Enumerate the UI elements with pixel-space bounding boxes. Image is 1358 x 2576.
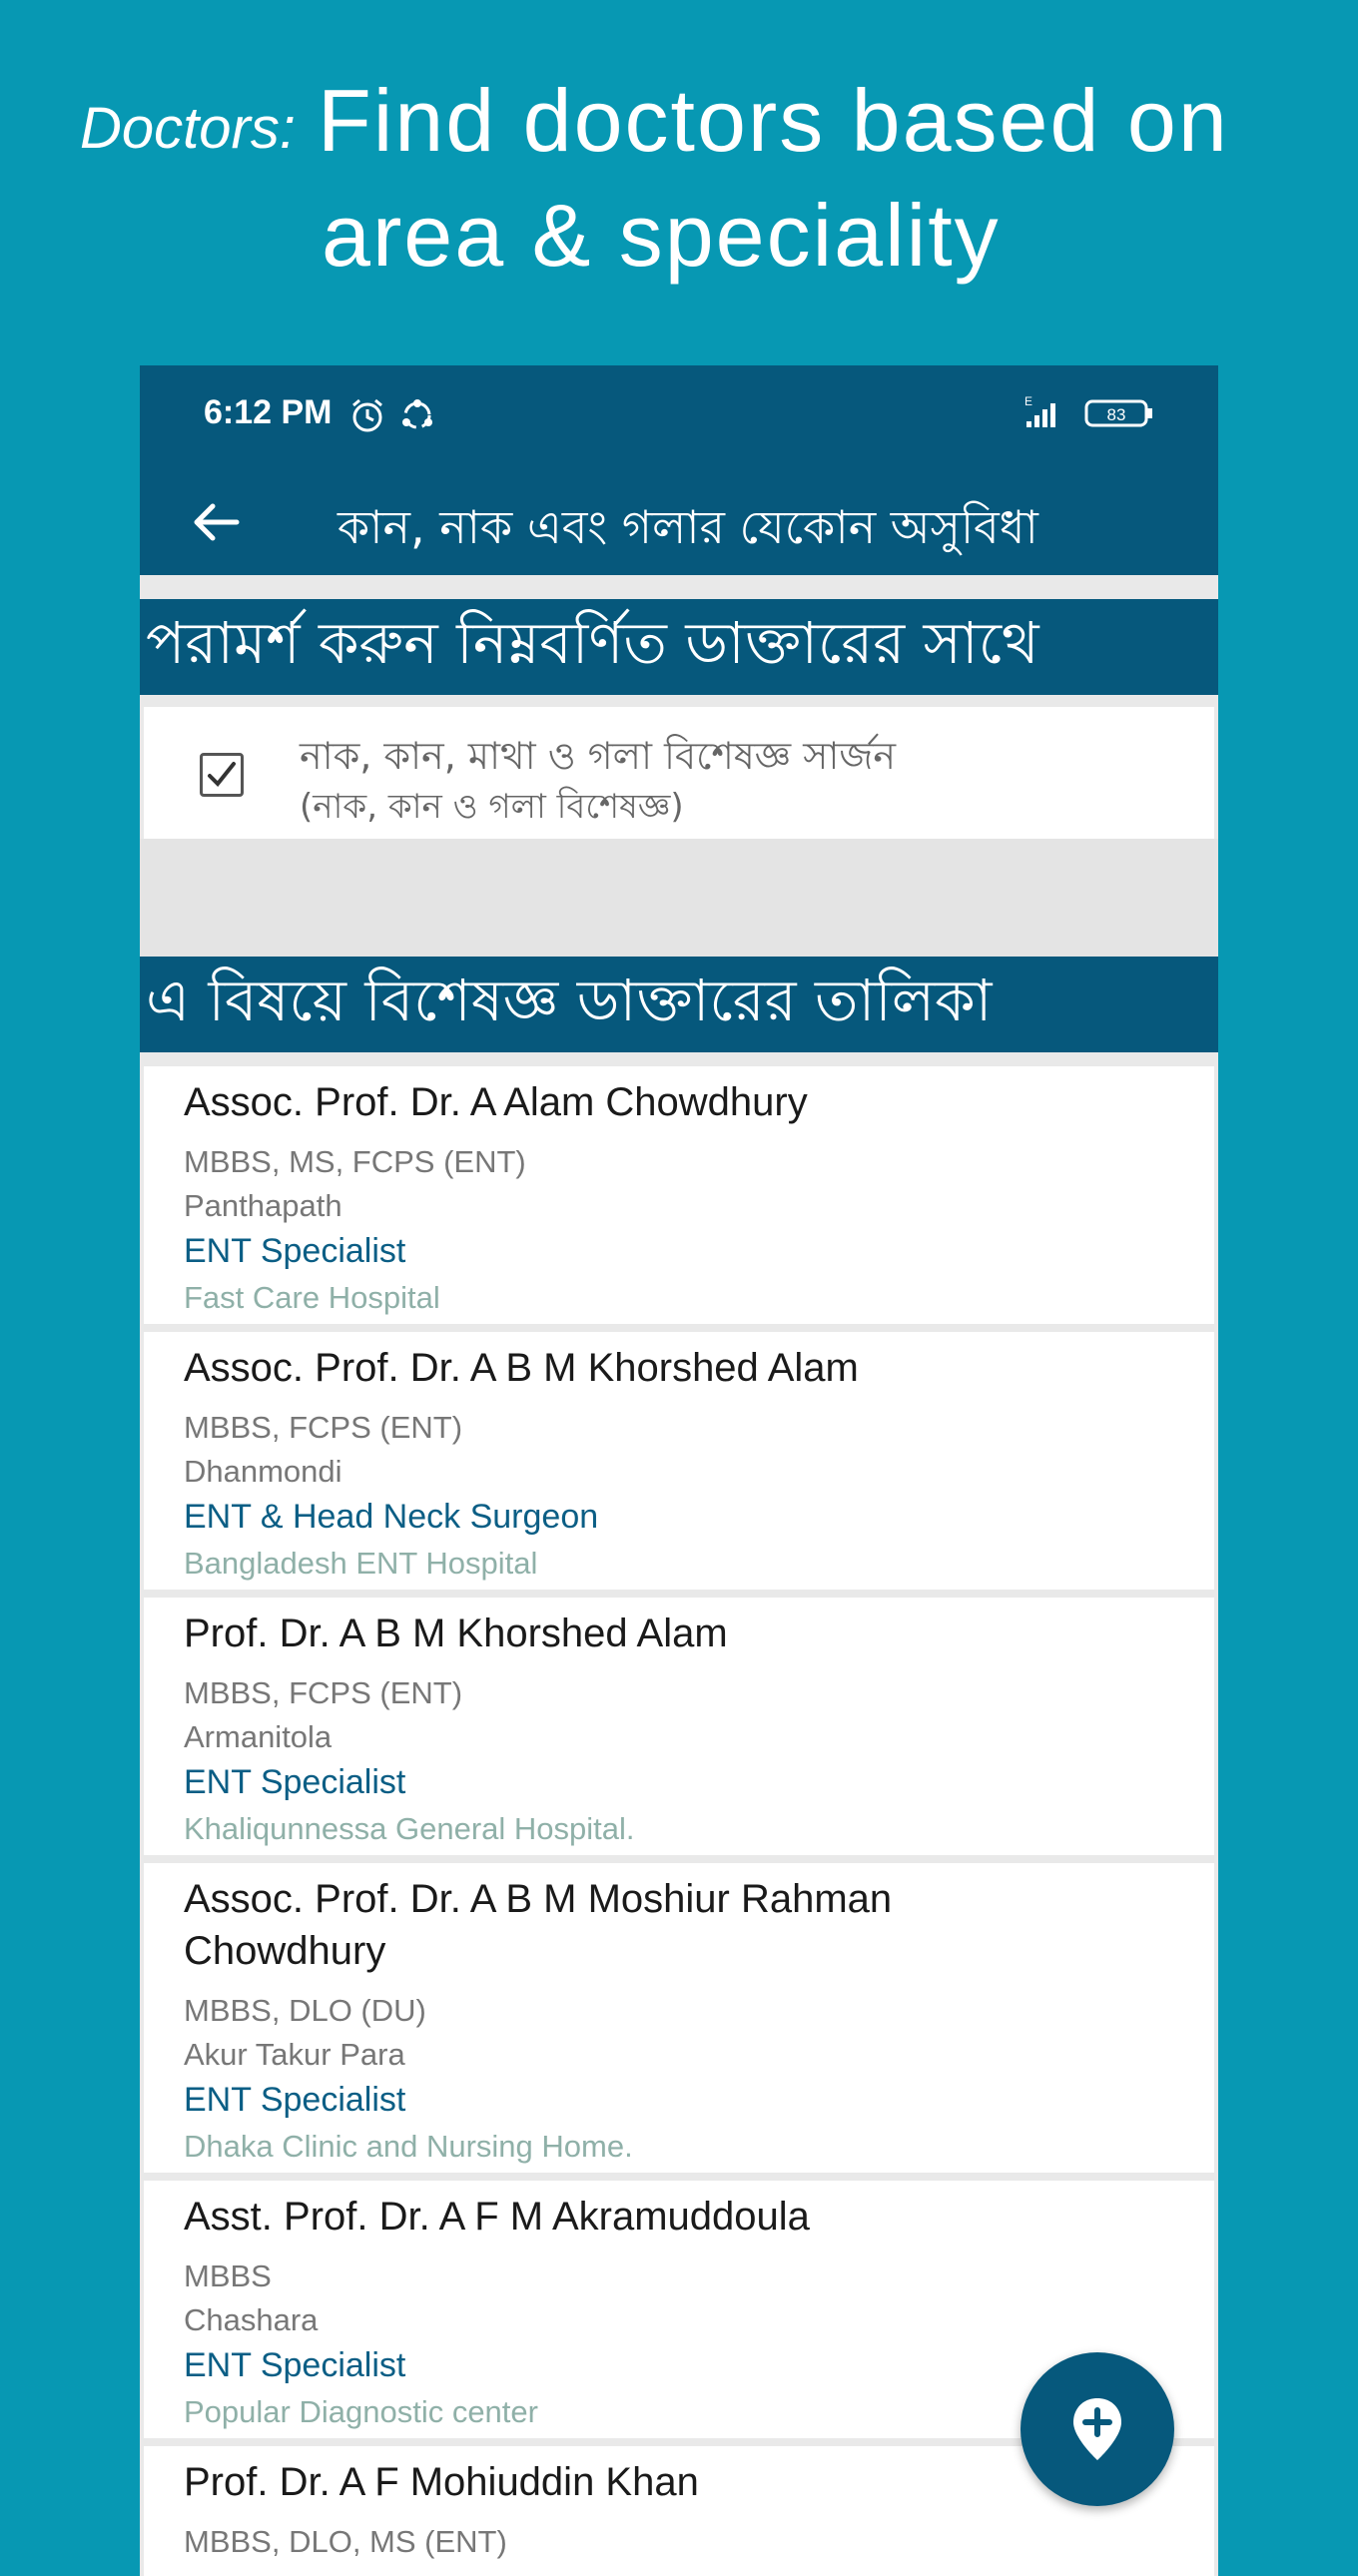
doctor-degree: MBBS	[184, 2258, 272, 2293]
doctor-specialty: ENT Specialist	[184, 2346, 406, 2384]
status-bar	[140, 365, 1218, 465]
signal-icon	[1011, 393, 1066, 438]
promo-headline-line1: Find doctors based on	[318, 71, 1229, 170]
specialty-sublabel: (নাক, কান ও গলা বিশেষজ্ঞ)	[300, 787, 684, 827]
doctor-name: Assoc. Prof. Dr. A B M Khorshed Alam	[184, 1346, 859, 1390]
doctor-list-header: এ বিষয়ে বিশেষজ্ঞ ডাক্তারের তালিকা	[140, 957, 1218, 1052]
doctor-specialty: ENT Specialist	[184, 1763, 406, 1801]
doctor-name: Prof. Dr. A F Mohiuddin Khan	[184, 2460, 699, 2504]
network-type-label: E	[1024, 394, 1033, 408]
back-button[interactable]	[180, 487, 250, 557]
app-bar	[140, 465, 1218, 575]
doctor-degree: MBBS, DLO (DU)	[184, 1993, 426, 2028]
phone-screen	[140, 365, 1218, 2576]
alarm-icon	[347, 395, 387, 440]
doctor-card[interactable]	[144, 1332, 1214, 1590]
doctor-card[interactable]	[144, 1863, 1214, 2173]
doctor-degree: MBBS, FCPS (ENT)	[184, 1675, 463, 1710]
doctor-area: Armanitola	[184, 1719, 333, 1754]
battery-icon	[1084, 395, 1154, 436]
find-nearby-fab[interactable]	[1020, 2352, 1174, 2506]
specialty-option[interactable]	[144, 707, 1214, 839]
doctor-degree: MBBS, MS, FCPS (ENT)	[184, 1144, 526, 1179]
doctor-name: Prof. Dr. A B M Khorshed Alam	[184, 1611, 728, 1655]
doctor-area: Panthapath	[184, 1188, 342, 1223]
doctor-area: Chashara	[184, 2302, 319, 2337]
doctor-hospital: Bangladesh ENT Hospital	[184, 1546, 538, 1581]
battery-level: 83	[1106, 405, 1126, 424]
doctor-degree: MBBS, FCPS (ENT)	[184, 1410, 463, 1445]
doctor-card[interactable]	[144, 1066, 1214, 1324]
doctor-hospital: Khaliqunnessa General Hospital.	[184, 1811, 635, 1846]
doctor-specialty: ENT Specialist	[184, 2081, 406, 2119]
doctor-degree: MBBS, DLO, MS (ENT)	[184, 2524, 507, 2559]
doctor-card[interactable]	[144, 1598, 1214, 1855]
doctor-hospital: Popular Diagnostic center	[184, 2394, 538, 2429]
doctor-specialty: ENT & Head Neck Surgeon	[184, 1498, 599, 1536]
arrow-left-icon	[189, 500, 241, 544]
specialty-checkbox[interactable]	[200, 753, 244, 797]
promo-headline-line2: area & speciality	[322, 186, 1001, 285]
promo-prefix: Doctors:	[80, 96, 296, 161]
doctor-name: Asst. Prof. Dr. A F M Akramuddoula	[184, 2195, 810, 2239]
doctor-area: Akur Takur Para	[184, 2037, 405, 2072]
spacer	[140, 839, 1218, 957]
consult-section-header: পরামর্শ করুন নিম্নবর্ণিত ডাক্তারের সাথে	[140, 599, 1218, 695]
sync-icon	[397, 395, 437, 440]
checkmark-icon	[205, 758, 239, 792]
location-add-icon	[1067, 2394, 1127, 2464]
doctor-hospital: Dhaka Clinic and Nursing Home.	[184, 2129, 633, 2164]
status-time: 6:12 PM	[204, 393, 333, 431]
doctor-area: Dhanmondi	[184, 1454, 342, 1489]
doctor-name: Assoc. Prof. Dr. A Alam Chowdhury	[184, 1080, 808, 1124]
promo-banner	[0, 0, 1358, 359]
doctor-specialty: ENT Specialist	[184, 1232, 406, 1270]
doctor-name: Assoc. Prof. Dr. A B M Moshiur Rahman Chowdhury	[184, 1877, 893, 1973]
specialty-label: নাক, কান, মাথা ও গলা বিশেষজ্ঞ সার্জন	[300, 734, 897, 778]
page-title: কান, নাক এবং গলার যেকোন অসুবিধা	[338, 500, 1038, 554]
doctor-hospital: Fast Care Hospital	[184, 1280, 440, 1315]
